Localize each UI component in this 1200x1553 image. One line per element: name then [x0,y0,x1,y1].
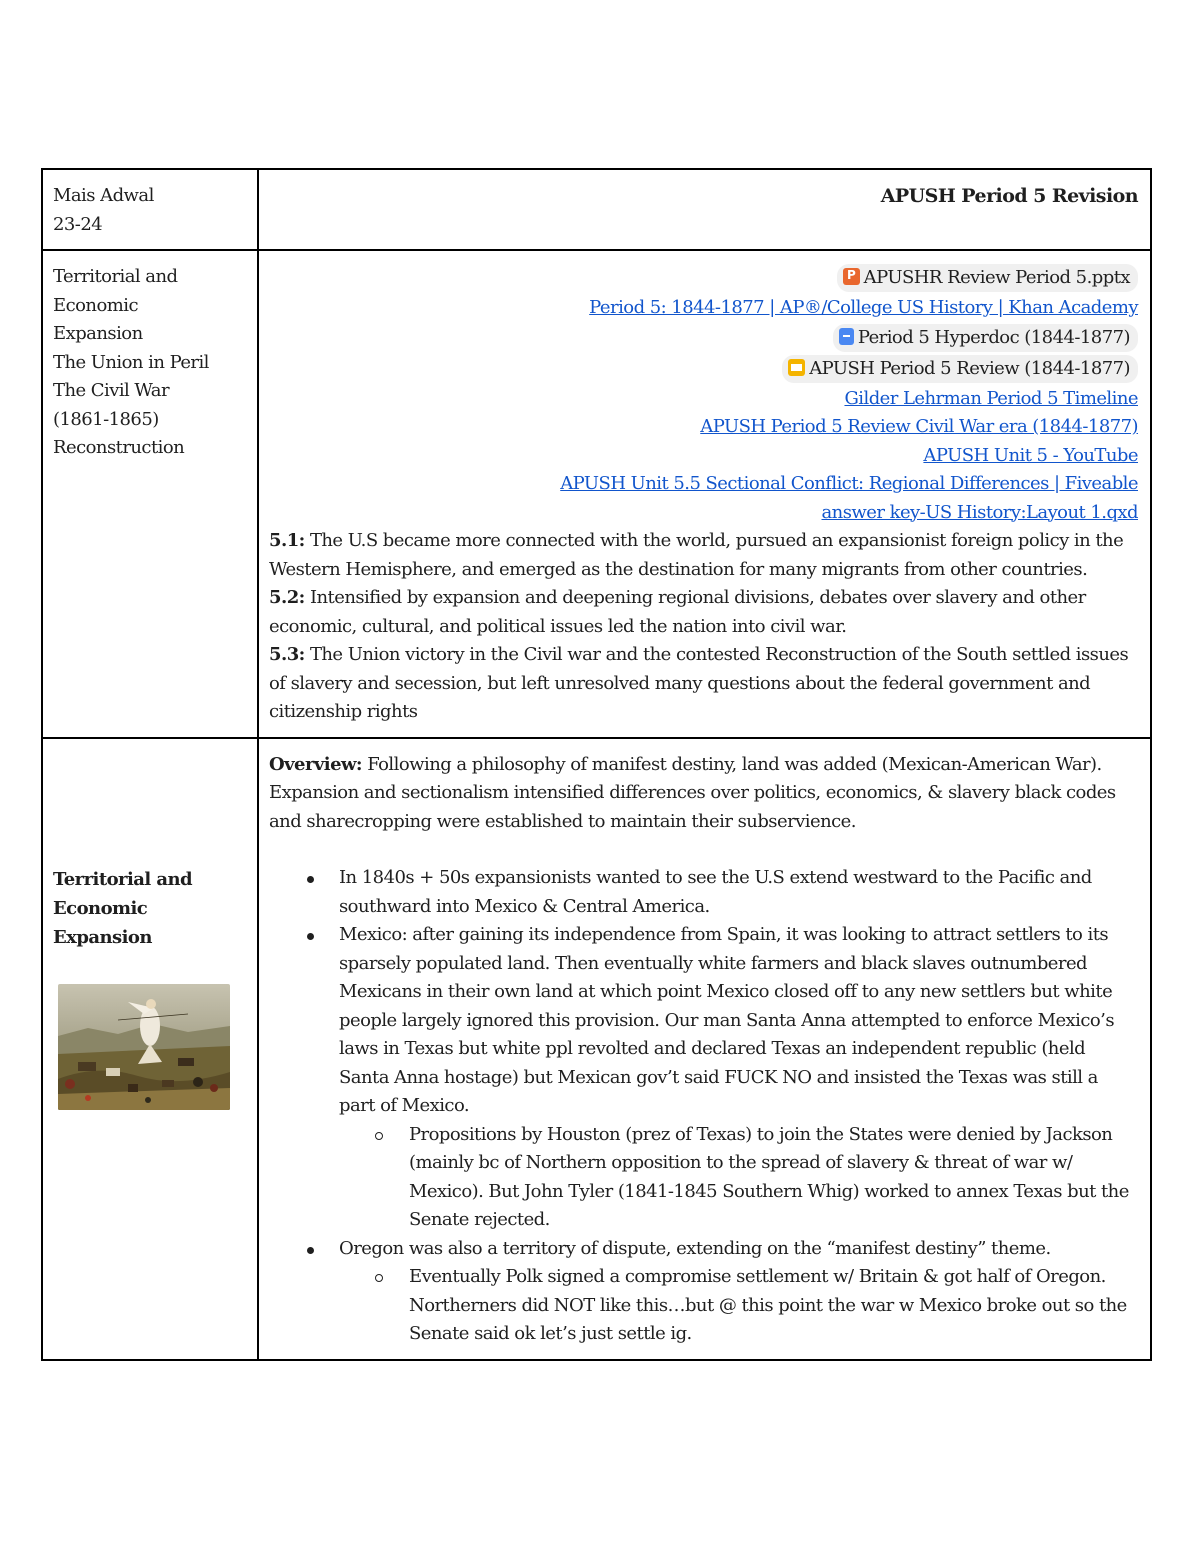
list-item-text: Mexico: after gaining its independence from Spain, it was looking to attract settlers to its sparsely populated land. Then eventually white farmers and black slaves outnumbered Mexicans in their own land at which point Mexico closed off to any new settlers but white people largely ignored this provision. Our man Santa Anna attempted to enforce Mexico’s laws in Texas but white ppl revolted and declared Texas an independent republic (held Santa Anna hostage) but Mexican gov’t said FUCK NO and insisted the Texas was still a part of Mexico. [339,924,1115,1116]
hyperdoc-label: Period 5 Hyperdoc (1844-1877) [857,326,1130,348]
notes-table [41,168,1152,1361]
school-year: 23-24 [53,213,103,235]
sub-list [339,1121,1138,1235]
google-slides-icon [788,359,805,376]
topics-cell [42,250,258,738]
notes-list [269,864,1138,1349]
gilder-lehrman-link[interactable]: Gilder Lehrman Period 5 Timeline [844,387,1138,409]
objective-text: The Union victory in the Civil war and the contested Reconstruction of the South settled issues of slavery and secession, but left unresolved many questions about the federal government and citizenship rights [269,644,1129,722]
list-item-text: Oregon was also a territory of dispute, extending on the “manifest destiny” theme. [339,1237,1051,1259]
topic-line: Territorial and [53,266,178,287]
topic-line: Expansion [53,323,143,344]
pptx-file-chip[interactable] [837,264,1138,292]
topic-line: The Union in Peril [53,351,209,373]
topic-line: The Civil War [53,380,170,401]
list-item-text: In 1840s + 50s expansionists wanted to see the U.S extend westward to the Pacific and southward into Mexico & Central America. [339,867,1092,917]
resource-links [269,263,1138,527]
pptx-file-label: APUSHR Review Period 5.pptx [863,267,1130,288]
sub-list-item-text: Eventually Polk signed a compromise settlement w/ Britain & got half of Oregon. Northerners did NOT like this…but @ this point the war w Mexico broke out so the Senate said ok let’s just settle ig. [409,1266,1127,1344]
objective-5-1 [269,527,1138,584]
list-item [339,864,1138,921]
slides-label: APUSH Period 5 Review (1844-1877) [809,357,1130,379]
resources-row [42,250,1151,738]
author-name: Mais Adwal [53,185,154,206]
youtube-link[interactable]: APUSH Unit 5 - YouTube [923,444,1138,466]
khan-academy-link[interactable]: Period 5: 1844-1877 | AP®︎/College US History | Khan Academy [589,297,1138,318]
sub-list [339,1263,1138,1349]
objective-5-2 [269,584,1138,641]
fiveable-link[interactable]: APUSH Unit 5.5 Sectional Conflict: Regional Differences | Fiveable [560,473,1138,494]
resources-cell [258,250,1151,738]
header-left-cell [42,169,258,250]
document-title: APUSH Period 5 Revision [880,185,1138,207]
header-row [42,169,1151,250]
sub-list-item [409,1121,1138,1235]
civil-war-review-link[interactable]: APUSH Period 5 Review Civil War era (1844-1877) [700,416,1138,437]
powerpoint-icon [843,268,860,285]
sub-list-item-text: Propositions by Houston (prez of Texas) to join the States were denied by Jackson (mainly bc of Northern opposition to the spread of slavery & threat of war w/ Mexico). But John Tyler (1841-1845 Southern Whig) worked to annex Texas but the Senate rejected. [409,1123,1129,1230]
list-item [339,1235,1138,1349]
overview-label: Overview: [269,753,363,775]
american-progress-painting [58,984,230,1110]
topic-line: Reconstruction [53,437,185,458]
header-right-cell [258,169,1151,250]
list-item [339,921,1138,1235]
objective-text: The U.S became more connected with the world, pursued an expansionist foreign policy in the Western Hemisphere, and emerged as the destination for many migrants from other countries. [269,530,1124,580]
answer-key-link[interactable]: answer key-US History:Layout 1.qxd [821,501,1138,523]
topic-line: Economic [53,294,138,316]
google-docs-icon [839,328,854,345]
objective-label: 5.1: [269,530,305,551]
slides-chip[interactable] [782,355,1138,383]
objective-label: 5.3: [269,644,305,665]
section-row [42,738,1151,1360]
section-content-cell [258,738,1151,1360]
overview-text: Following a philosophy of manifest destiny, land was added (Mexican-American War). Expansion and sectionalism intensified differences over politics, economics, & slavery black codes and sharecropping were established to maintain their subservience. [269,753,1116,832]
sub-list-item [409,1263,1138,1349]
topic-line: (1861-1865) [53,408,159,430]
objective-text: Intensified by expansion and deepening regional divisions, debates over slavery and other economic, cultural, and political issues led the nation into civil war. [269,587,1086,637]
section-left-cell [42,738,258,1360]
objective-5-3 [269,641,1138,727]
section-heading: Territorial and Economic Expansion [53,868,193,948]
objective-label: 5.2: [269,587,305,608]
overview-paragraph [269,751,1138,837]
hyperdoc-chip[interactable] [833,324,1138,352]
